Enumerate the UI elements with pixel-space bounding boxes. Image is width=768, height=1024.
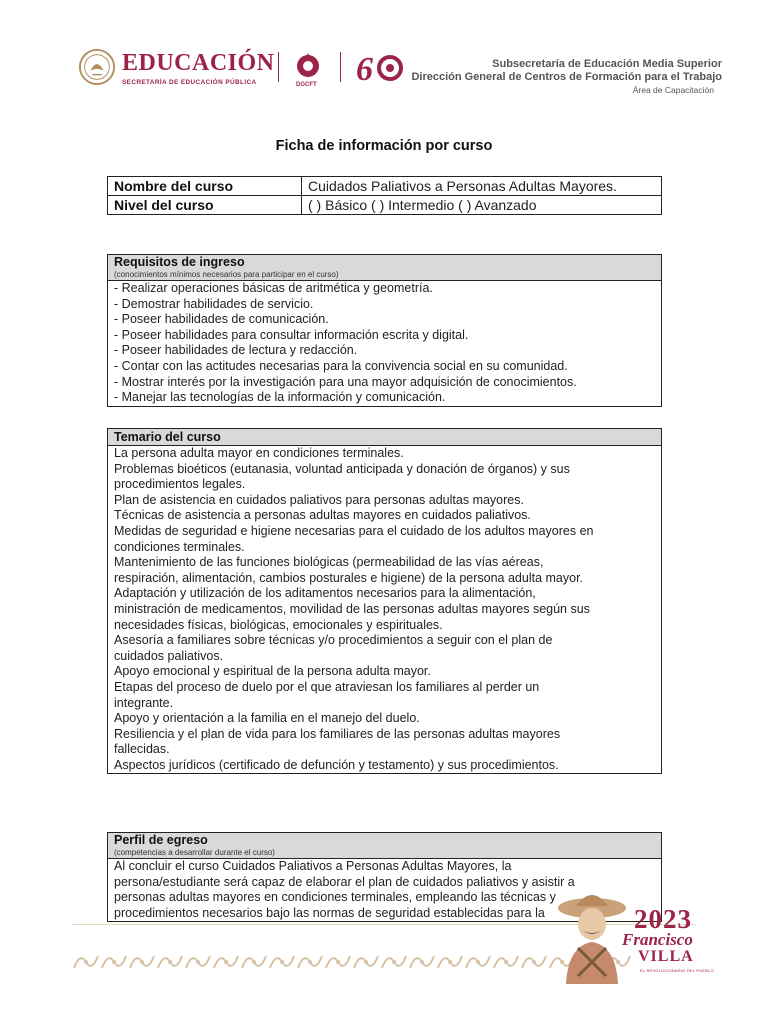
subsecretaria-line: Subsecretaría de Educación Media Superior	[492, 58, 722, 70]
list-item: - Manejar las tecnologías de la información y comunicación.	[114, 390, 446, 405]
villa-tagline: EL REVOLUCIONARIO DEL PUEBLO	[640, 968, 714, 973]
text-line: personas adultas mayores en condiciones terminales, empleando las técnicas y	[114, 890, 556, 905]
course-info-table	[107, 176, 662, 215]
perfil-header	[108, 833, 662, 859]
text-line: Asesoría a familiares sobre técnicas y/o procedimientos a seguir con el plan de	[114, 633, 553, 648]
header-institution-text	[392, 58, 722, 95]
area-line: Área de Capacitación	[632, 85, 714, 95]
text-line: Aspectos jurídicos (certificado de defunción y testamento) y sus procedimientos.	[114, 757, 559, 772]
list-item: - Poseer habilidades de lectura y redacción.	[114, 343, 358, 358]
requisitos-body	[108, 281, 662, 407]
dgcft-label: DGCFT	[296, 82, 317, 88]
logo-subtitle: SECRETARÍA DE EDUCACIÓN PÚBLICA	[122, 79, 257, 86]
sep-logo	[74, 46, 274, 90]
francisco-villa-portrait-icon	[556, 884, 628, 984]
requisitos-table	[107, 254, 662, 407]
table-row	[108, 177, 662, 196]
temario-table	[107, 428, 662, 774]
requisitos-title: Requisitos de ingreso	[114, 255, 245, 269]
logo-divider	[278, 52, 279, 82]
text-line: Apoyo emocional y espiritual de la persona adulta mayor.	[114, 664, 431, 679]
national-seal-icon	[78, 48, 116, 86]
text-line: Resiliencia y el plan de vida para los familiares de las personas adultas mayores	[114, 726, 561, 741]
temario-header	[108, 429, 662, 446]
year-label: 2023	[634, 904, 692, 934]
table-row	[108, 196, 662, 215]
list-item: - Realizar operaciones básicas de aritmética y geometría.	[114, 281, 433, 295]
course-name-value: Cuidados Paliativos a Personas Adultas Mayores.	[302, 177, 662, 196]
text-line: fallecidas.	[114, 742, 170, 757]
text-line: La persona adulta mayor en condiciones terminales.	[114, 446, 404, 460]
text-line: Adaptación y utilización de los aditamentos necesarios para la alimentación,	[114, 586, 536, 601]
text-line: integrante.	[114, 695, 174, 710]
text-line: ministración de medicamentos, movilidad de las personas adultas mayores según sus	[114, 601, 590, 616]
perfil-title: Perfil de egreso	[114, 833, 208, 847]
text-line: respiración, alimentación, cambios posturales e higiene) de la persona adulta mayor.	[114, 570, 584, 585]
perfil-subtitle: (competencias a desarrollar durante el curso)	[114, 848, 275, 857]
text-line: Etapas del proceso de duelo por el que atraviesan los familiares al perder un	[114, 679, 540, 694]
text-line: procedimientos legales.	[114, 477, 246, 492]
text-line: Problemas bioéticos (eutanasia, voluntad anticipada y donación de órganos) y sus	[114, 461, 570, 476]
requisitos-subtitle: (conocimientos mínimos necesarios para participar en el curso)	[114, 270, 339, 279]
text-line: condiciones terminales.	[114, 539, 245, 554]
list-item: - Demostrar habilidades de servicio.	[114, 296, 314, 311]
list-item: - Poseer habilidades para consultar información escrita y digital.	[114, 327, 469, 342]
temario-body	[108, 446, 662, 774]
villa-firstname: Francisco	[622, 930, 693, 949]
villa-lastname: VILLA	[638, 948, 694, 965]
text-line: persona/estudiante será capaz de elaborar el plan de cuidados paliativos y asistir a	[114, 874, 575, 889]
list-item: - Mostrar interés por la investigación para una mayor adquisición de conocimientos.	[114, 374, 577, 389]
course-level-label: Nivel del curso	[108, 196, 302, 215]
text-line: Técnicas de asistencia a personas adultas mayores en cuidados paliativos.	[114, 508, 531, 523]
decorative-pattern-icon	[72, 948, 632, 974]
text-line: Plan de asistencia en cuidados paliativos para personas adultas mayores.	[114, 492, 524, 507]
text-line: Mantenimiento de las funciones biológicas (permeabilidad de las vías aéreas,	[114, 555, 544, 570]
list-item: - Poseer habilidades de comunicación.	[114, 312, 329, 327]
direccion-line: Dirección General de Centros de Formación para el Trabajo	[411, 71, 722, 83]
text-line: cuidados paliativos.	[114, 648, 224, 663]
svg-text:6: 6	[356, 51, 373, 88]
text-line: necesidades físicas, biológicas, emocionales y espirituales.	[114, 617, 443, 632]
page-title: Ficha de información por curso	[275, 138, 493, 154]
text-line: Apoyo y orientación a la familia en el manejo del duelo.	[114, 711, 420, 726]
logo-wordmark: EDUCACIÓN	[122, 50, 275, 76]
logo-divider	[340, 52, 341, 82]
requisitos-header	[108, 255, 662, 281]
course-name-label: Nombre del curso	[108, 177, 302, 196]
text-line: procedimientos necesarios bajo las normas de seguridad establecidas para la	[114, 905, 545, 920]
letterhead	[74, 40, 722, 104]
temario-title: Temario del curso	[114, 430, 221, 444]
text-line: Medidas de seguridad e higiene necesarias para el cuidado de los adultos mayores en	[114, 523, 594, 538]
list-item: - Contar con las actitudes necesarias para la convivencia social en su comunidad.	[114, 358, 568, 373]
year-badge	[556, 884, 716, 984]
text-line: Al concluir el curso Cuidados Paliativos a Personas Adultas Mayores, la	[114, 859, 512, 873]
course-level-value: ( ) Básico ( ) Intermedio ( ) Avanzado	[302, 196, 662, 215]
